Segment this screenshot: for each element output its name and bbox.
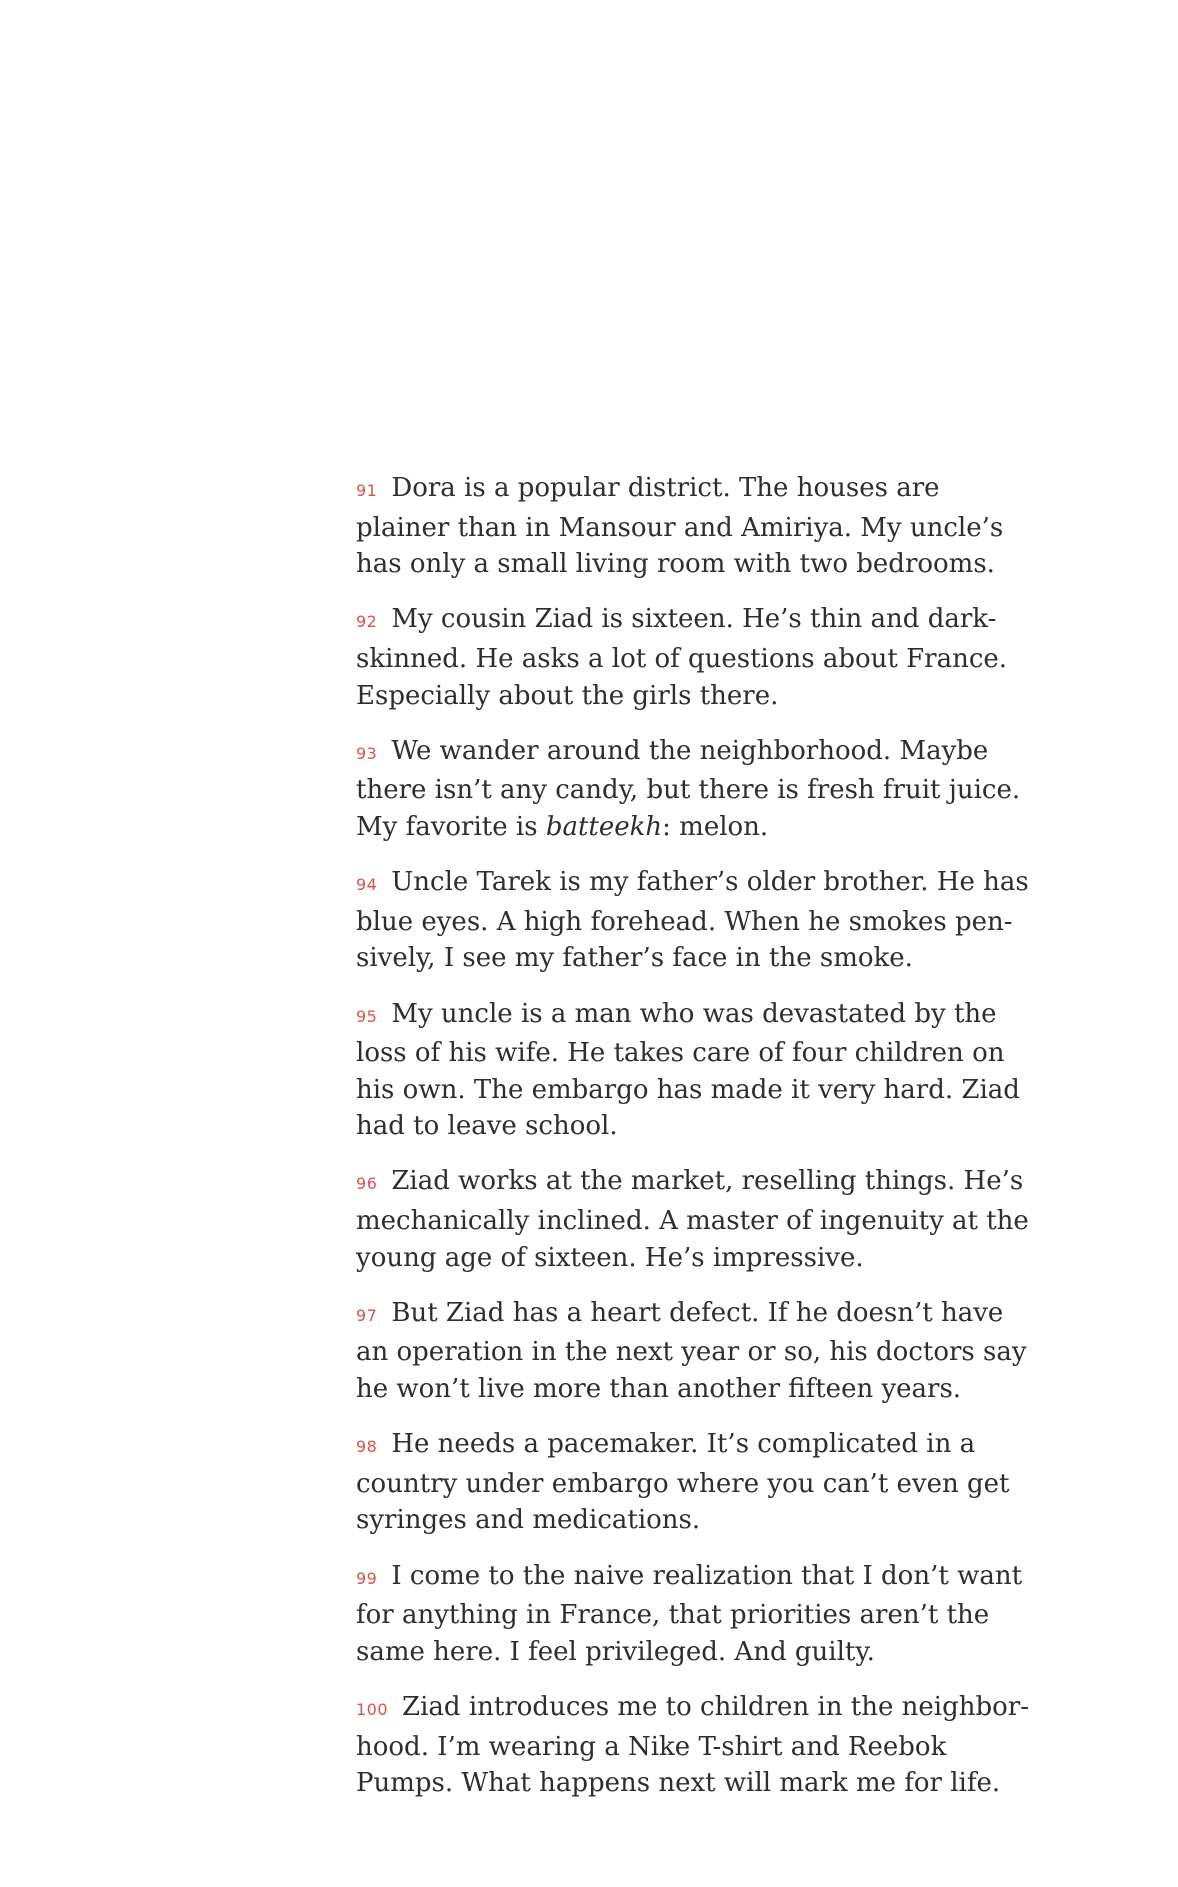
paragraph-text: He needs a pacemaker. It’s complicated in a country under embargo where you can’t even get syringes and medications.	[356, 1429, 1010, 1536]
paragraph-number: 94	[356, 875, 378, 895]
paragraph-text: Ziad introduces me to children in the neighborhood. I’m wearing a Nike T-shirt and Reebok Pumps. What happens next will mark me for life.	[356, 1691, 1029, 1799]
paragraph-text: We wander around the neighborhood. Maybe there isn’t any candy, but there is fresh fruit juice. My favorite is	[356, 735, 1021, 842]
paragraph-number: 96	[356, 1174, 378, 1194]
paragraph-number: 98	[356, 1437, 378, 1457]
paragraph-number: 97	[356, 1305, 378, 1325]
paragraph-number: 95	[356, 1006, 378, 1026]
paragraph-text: Ziad works at the market, reselling things. He’s mechanically inclined. A master of ingenuity at the young age of sixteen. He’s impressive.	[356, 1166, 1029, 1273]
paragraph-text: But Ziad has a heart defect. If he doesn’t have an operation in the next year or so, his doctors say he won’t live more than another fifteen years.	[356, 1297, 1027, 1405]
paragraph-text-end: : melon.	[662, 811, 769, 842]
paragraph-number: 93	[356, 743, 378, 763]
paragraph-100	[356, 1689, 1036, 1802]
page-body-text	[356, 470, 1036, 1820]
paragraph-text: I come to the naive realization that I don’t want for anything in France, that priorities aren’t the same here. I feel privileged. And guilty.	[356, 1560, 1023, 1667]
paragraph-92	[356, 601, 1036, 714]
paragraph-text: Dora is a popular district. The houses are plainer than in Mansour and Amiriya. My uncle’s has only a small living room with two bedrooms.	[356, 473, 1004, 580]
paragraph-number: 99	[356, 1568, 378, 1588]
paragraph-96	[356, 1163, 1036, 1276]
paragraph-text: Uncle Tarek is my father’s older brother. He has blue eyes. A high forehead. When he smokes pensively, I see my father’s face in the smoke.	[356, 867, 1029, 974]
italic-term: batteekh	[545, 811, 663, 842]
paragraph-94	[356, 864, 1036, 977]
paragraph-91	[356, 470, 1036, 583]
paragraph-98	[356, 1426, 1036, 1539]
paragraph-number: 92	[356, 612, 378, 632]
paragraph-text: My cousin Ziad is sixteen. He’s thin and dark-skinned. He asks a lot of questions about France. Especially about the girls there.	[356, 604, 1008, 711]
paragraph-97	[356, 1295, 1036, 1408]
paragraph-text: My uncle is a man who was devastated by the loss of his wife. He takes care of four children on his own. The embargo has made it very hard. Ziad had to leave school.	[356, 998, 1020, 1142]
paragraph-95	[356, 996, 1036, 1145]
paragraph-93	[356, 733, 1036, 846]
paragraph-number: 91	[356, 481, 378, 500]
paragraph-99	[356, 1558, 1036, 1671]
paragraph-number: 100	[356, 1699, 389, 1719]
